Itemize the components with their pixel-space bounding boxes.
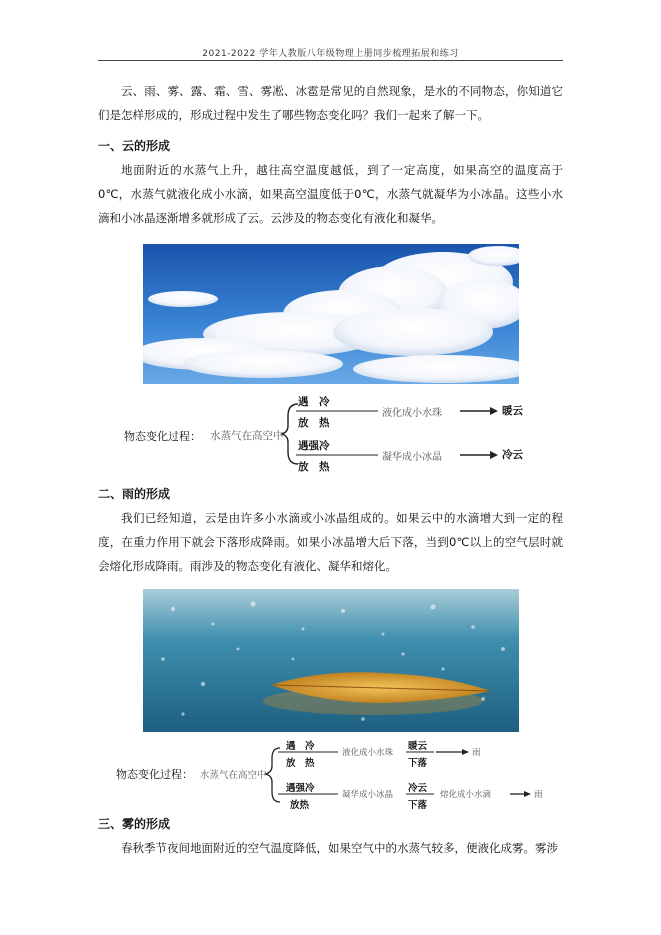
rain-paragraph: 我们已经知道，云是由许多小水滴或小冰晶组成的。如果云中的水滴增大到一定的程度，在重力作用下就会下落形成降雨。如果小冰晶增大后下落，当到0℃以上的空气层时就会熔化形成降雨。雨涉及的物态变化有液化、凝华和熔化。 [98, 511, 563, 573]
intro-paragraph: 云、雨、雾、露、霜、雪、雾凇、冰雹是常见的自然现象，是水的不同物态，你知道它们是怎样形成的，形成过程中发生了哪些物态变化吗？我们一起来了解一下。 [98, 84, 563, 122]
rain-photo [143, 589, 519, 732]
rain-upper-result: 液化成小水珠 [342, 748, 394, 758]
rain-diagram [114, 738, 554, 810]
cloud-paragraph: 地面附近的水蒸气上升，越往高空温度越低，到了一定高度，如果高空的温度高于0℃，水蒸气就液化成小水滴，如果高空温度低于0℃，水蒸气就凝华为小冰晶。这些小水滴和小冰晶逐渐增多就形成了云。云涉及的物态变化有液化和凝华。 [98, 163, 563, 225]
rain-lower-cond-top: 遇强冷 [286, 783, 315, 794]
cloud-diagram-lines [120, 392, 540, 467]
cloud-upper-cond-top: 遇 冷 [298, 396, 330, 408]
cloud-lower-result: 凝华成小冰晶 [382, 452, 442, 463]
cloud-upper-final: 暖云 [502, 405, 523, 417]
rain-lower-step-bottom: 下落 [408, 800, 428, 811]
cloud-upper-cond-bottom: 放 热 [298, 417, 330, 429]
cloud-photo [143, 244, 519, 384]
page-header: 2021-2022 学年人教版八年级物理上册同步梳理拓展和练习 [202, 49, 459, 59]
diagram-source: 水蒸气在高空中 [200, 770, 267, 781]
diagram-source: 水蒸气在高空中 [210, 430, 284, 442]
cloud-diagram [120, 392, 540, 473]
rain-upper-step-bottom: 下落 [408, 758, 428, 769]
header-rule [98, 60, 563, 61]
rain-lower-cond-bottom: 放热 [290, 800, 310, 811]
section-heading-fog: 三、雾的形成 [98, 817, 171, 831]
cloud-lower-cond-top: 遇强冷 [298, 440, 330, 452]
rain-lower-final: 雨 [534, 790, 543, 800]
rain-upper-final: 雨 [472, 748, 481, 758]
rain-lower-result: 凝华成小冰晶 [342, 790, 394, 800]
rain-lower-step-top: 冷云 [408, 783, 428, 794]
cloud-lower-cond-bottom: 放 热 [298, 461, 330, 473]
rain-upper-step-top: 暖云 [408, 741, 428, 752]
fog-paragraph: 春秋季节夜间地面附近的空气温度降低，如果空气中的水蒸气较多，便液化成雾。雾涉 [121, 841, 558, 855]
diagram-label: 物态变化过程： [116, 768, 193, 781]
section-heading-cloud: 一、云的形成 [98, 139, 171, 153]
cloud-lower-final: 冷云 [502, 449, 523, 461]
section-heading-rain: 二、雨的形成 [98, 487, 171, 501]
rain-upper-cond-top: 遇 冷 [286, 741, 315, 752]
rain-lower-result2: 熔化成小水滴 [440, 790, 492, 800]
rain-upper-cond-bottom: 放 热 [286, 758, 315, 769]
diagram-label: 物态变化过程： [124, 430, 201, 443]
cloud-upper-result: 液化成小水珠 [382, 408, 442, 419]
